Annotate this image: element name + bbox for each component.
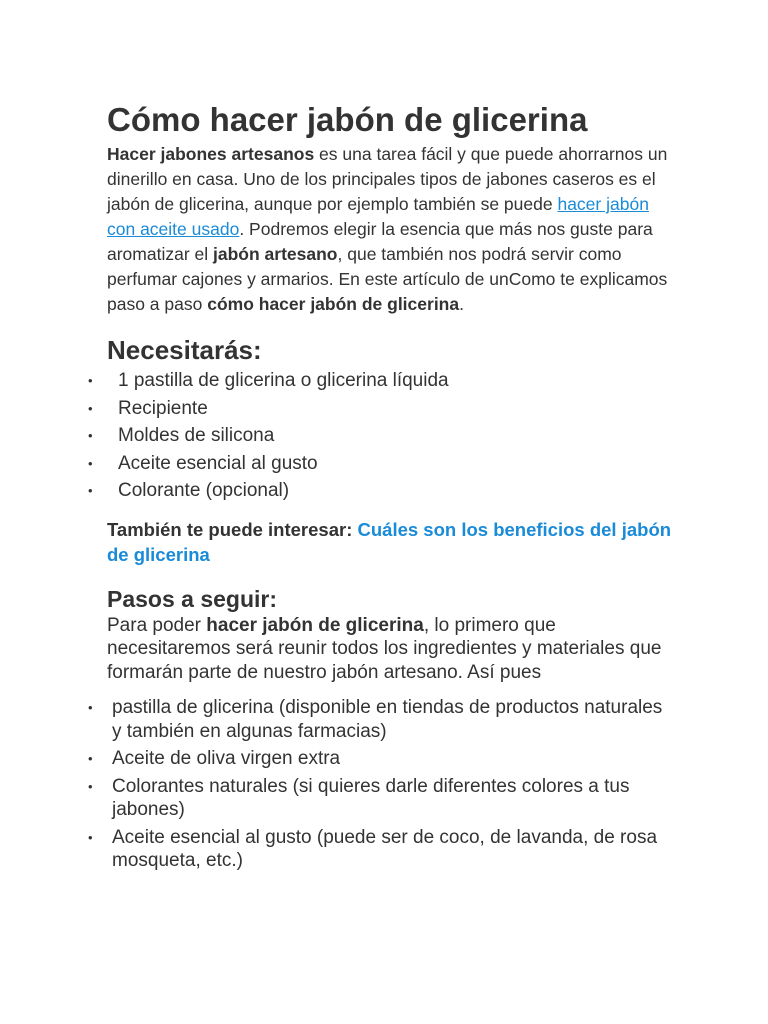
article [88,100,677,877]
page-title: Cómo hacer jabón de glicerina [107,101,588,138]
list-item-text: 1 pastilla de glicerina o glicerina líquida [118,370,449,391]
list-item [88,477,677,505]
bullet-icon: • [88,778,93,794]
list-item [88,775,677,822]
steps-text-1: Para poder [107,614,207,636]
used-oil-soap-link[interactable]: hacer jabón con aceite usado [107,194,649,239]
intro-text-4: . [459,294,464,314]
list-item-text: pastilla de glicerina (disponible en tiendas de productos naturales y también en algunas farmacias) [112,697,663,742]
intro-text-1: es una tarea fácil y que puede ahorrarnos un dinerillo en casa. Uno de los principales tipos de jabones caseros es el jabón de glicerina, aunque por ejemplo también se puede [107,144,668,214]
list-item [88,395,677,423]
related-article [107,517,677,568]
list-item-text: Aceite esencial al gusto (puede ser de coco, de lavanda, de rosa mosqueta, etc.) [112,826,658,871]
list-item [88,696,677,743]
steps-text-2: , lo primero que necesitaremos será reunir todos los ingredientes y materiales que formarán parte de nuestro jabón artesano. Así pues [107,614,662,683]
list-item [88,422,677,450]
steps-bold-1: hacer jabón de glicerina [206,614,424,636]
bullet-icon: • [88,700,93,715]
list-item [88,826,677,873]
steps-paragraph [107,614,677,685]
list-item [88,367,677,395]
list-item-text: Moldes de silicona [118,425,275,446]
list-item-text: Recipiente [118,397,208,419]
related-label: También te puede interesar: [107,518,358,540]
related-article-link[interactable]: Cuáles son los beneficios del jabón de glicerina [107,518,672,565]
needs-heading: Necesitarás: [107,335,262,365]
intro-text-2: . Podremos elegir la esencia que más nos guste para aromatizar el [107,219,653,264]
list-item [88,450,677,478]
bullet-icon: • [88,483,93,498]
bullet-icon: • [88,455,93,471]
list-item-text: Colorante (opcional) [118,480,290,501]
list-item-text: Aceite esencial al gusto [118,452,318,474]
intro-paragraph [107,142,677,317]
list-item [88,747,677,771]
bullet-icon: • [88,373,93,388]
bullet-icon: • [88,751,93,766]
materials-list [88,696,677,873]
intro-bold-3: cómo hacer jabón de glicerina [207,294,460,314]
intro-bold-1: Hacer jabones artesanos [107,144,315,164]
bullet-icon: • [88,829,93,845]
intro-text-3: , que también nos podrá servir como perfumar cajones y armarios. En este artículo de unComo te explicamos paso a paso [107,244,668,314]
needs-list [88,367,677,505]
list-item-text: Colorantes naturales (si quieres darle diferentes colores a tus jabones) [112,775,630,820]
intro-bold-2: jabón artesano [213,244,338,264]
bullet-icon: • [88,428,93,443]
list-item-text: Aceite de oliva virgen extra [112,748,341,769]
steps-heading: Pasos a seguir: [107,585,278,612]
bullet-icon: • [88,400,93,416]
